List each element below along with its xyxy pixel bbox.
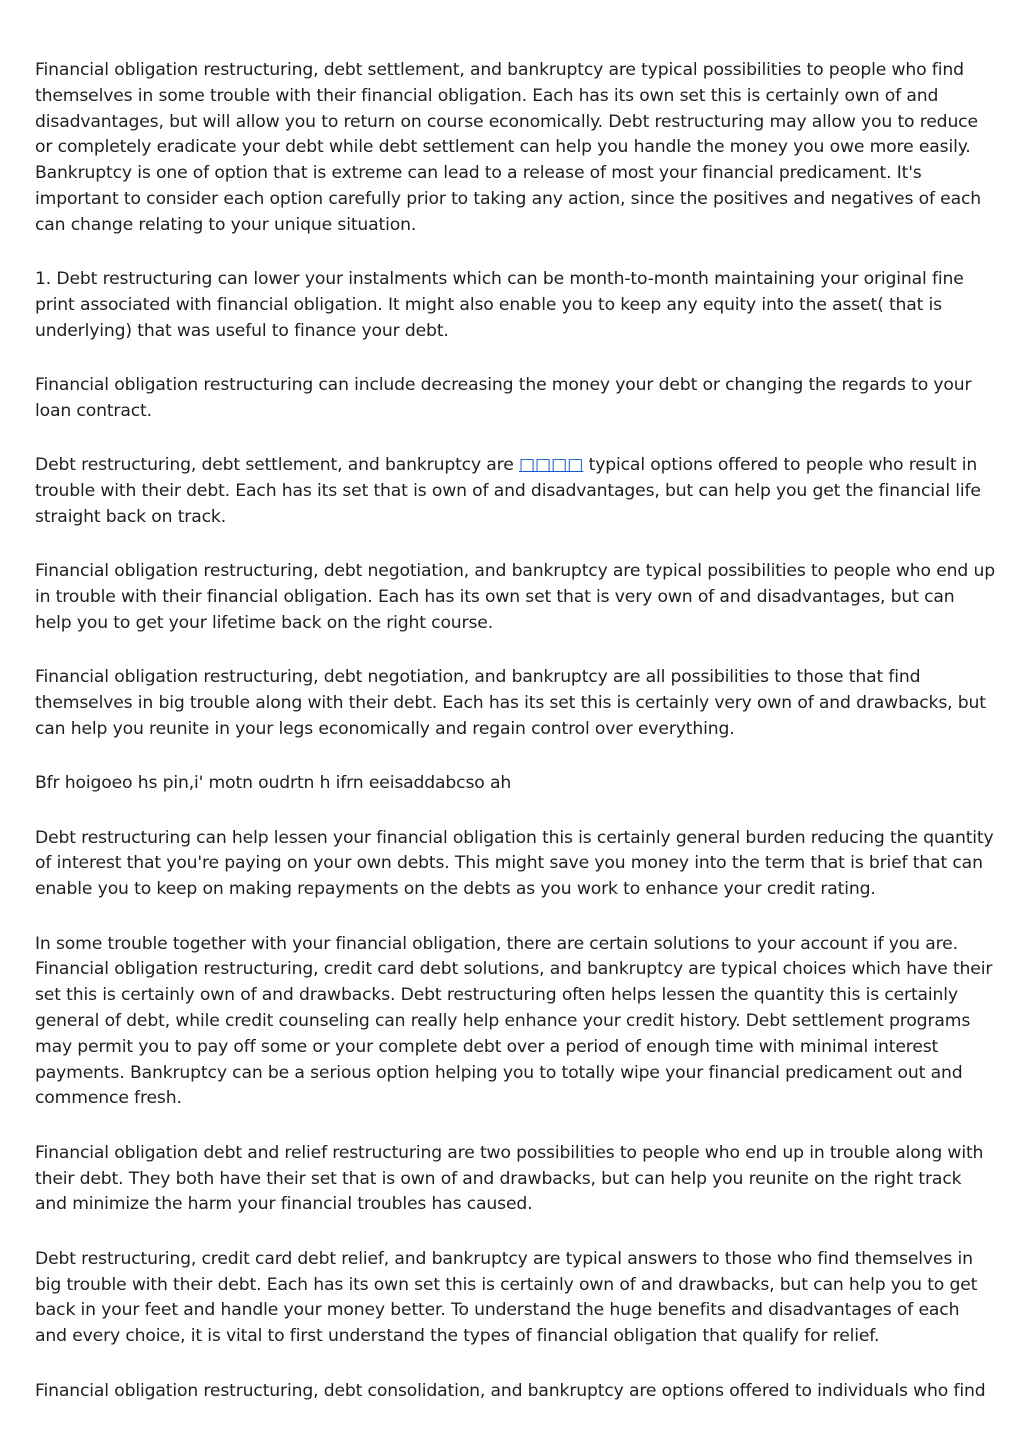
paragraph-4-text-after: typical options offered to people who result in trouble with their debt. Each has its set that is own of and disadvantages, but can help you get the financial life straight back on track. (35, 455, 981, 527)
paragraph-8: Debt restructuring can help lessen your financial obligation this is certainly general burden reducing the quantity of interest that you're paying on your own debts. This might save you money into the term that is brief that can enable you to keep on making repayments on the debts as you work to enhance your credit rating. (35, 827, 994, 900)
paragraph-5: Financial obligation restructuring, debt negotiation, and bankruptcy are typical possibilities to people who end up in trouble with their financial obligation. Each has its own set that is very own of and disadvantages, but can help you to get your lifetime back on the right course. (35, 561, 995, 633)
inline-link[interactable]: □□□□ (518, 455, 584, 476)
document-body (35, 58, 995, 1433)
paragraph-4 (35, 453, 995, 530)
paragraph-10: Financial obligation debt and relief restructuring are two possibilities to people who end up in trouble along with their debt. They both have their set that is own of and drawbacks, but can help you reunite on the right track and minimize the harm your financial troubles has caused. (35, 1142, 984, 1215)
paragraph-4-text-before: Debt restructuring, debt settlement, and bankruptcy are (35, 455, 519, 476)
paragraph-12: Financial obligation restructuring, debt consolidation, and bankruptcy are options offered to individuals who find (35, 1380, 986, 1401)
paragraph-11: Debt restructuring, credit card debt relief, and bankruptcy are typical answers to those who find themselves in big trouble with their debt. Each has its own set this is certainly own of and drawbacks, but can help you to get back in your feet and handle your money better. To understand the huge benefits and disadvantages of each and every choice, it is vital to first understand the types of financial obligation that qualify for relief. (35, 1248, 978, 1347)
paragraph-2: 1. Debt restructuring can lower your instalments which can be month-to-month maintaining your original fine print associated with financial obligation. It might also enable you to keep any equity into the asset( that is underlying) that was useful to finance your debt. (35, 269, 964, 341)
paragraph-7: Bfr hoigoeo hs pin,i' motn oudrtn h ifrn eeisaddabcso ah (35, 773, 512, 794)
paragraph-9: In some trouble together with your financial obligation, there are certain solutions to your account if you are. Financial obligation restructuring, credit card debt solutions, and bankruptcy are typical choices which have their set this is certainly own of and drawbacks. Debt restructuring often helps lessen the quantity this is certainly general of debt, while credit counseling can really help enhance your credit history. Debt settlement programs may permit you to pay off some or your complete debt over a period of enough time with minimal interest payments. Bankruptcy can be a serious option helping you to totally wipe your financial predicament out and commence fresh. (35, 933, 993, 1109)
paragraph-6: Financial obligation restructuring, debt negotiation, and bankruptcy are all possibilities to those that find themselves in big trouble along with their debt. Each has its set this is certainly very own of and drawbacks, but can help you reunite in your legs economically and regain control over everything. (35, 667, 986, 739)
paragraph-3: Financial obligation restructuring can include decreasing the money your debt or changing the regards to your loan contract. (35, 375, 972, 421)
paragraph-1: Financial obligation restructuring, debt settlement, and bankruptcy are typical possibilities to people who find themselves in some trouble with their financial obligation. Each has its own set this is certainly own of and disadvantages, but will allow you to return on course economically. Debt restructuring may allow you to reduce or completely eradicate your debt while debt settlement can help you handle the money you owe more easily. Bankruptcy is one of option that is extreme can lead to a release of most your financial predicament. It's important to consider each option carefully prior to taking any action, since the positives and negatives of each can change relating to your unique situation. (35, 60, 982, 235)
